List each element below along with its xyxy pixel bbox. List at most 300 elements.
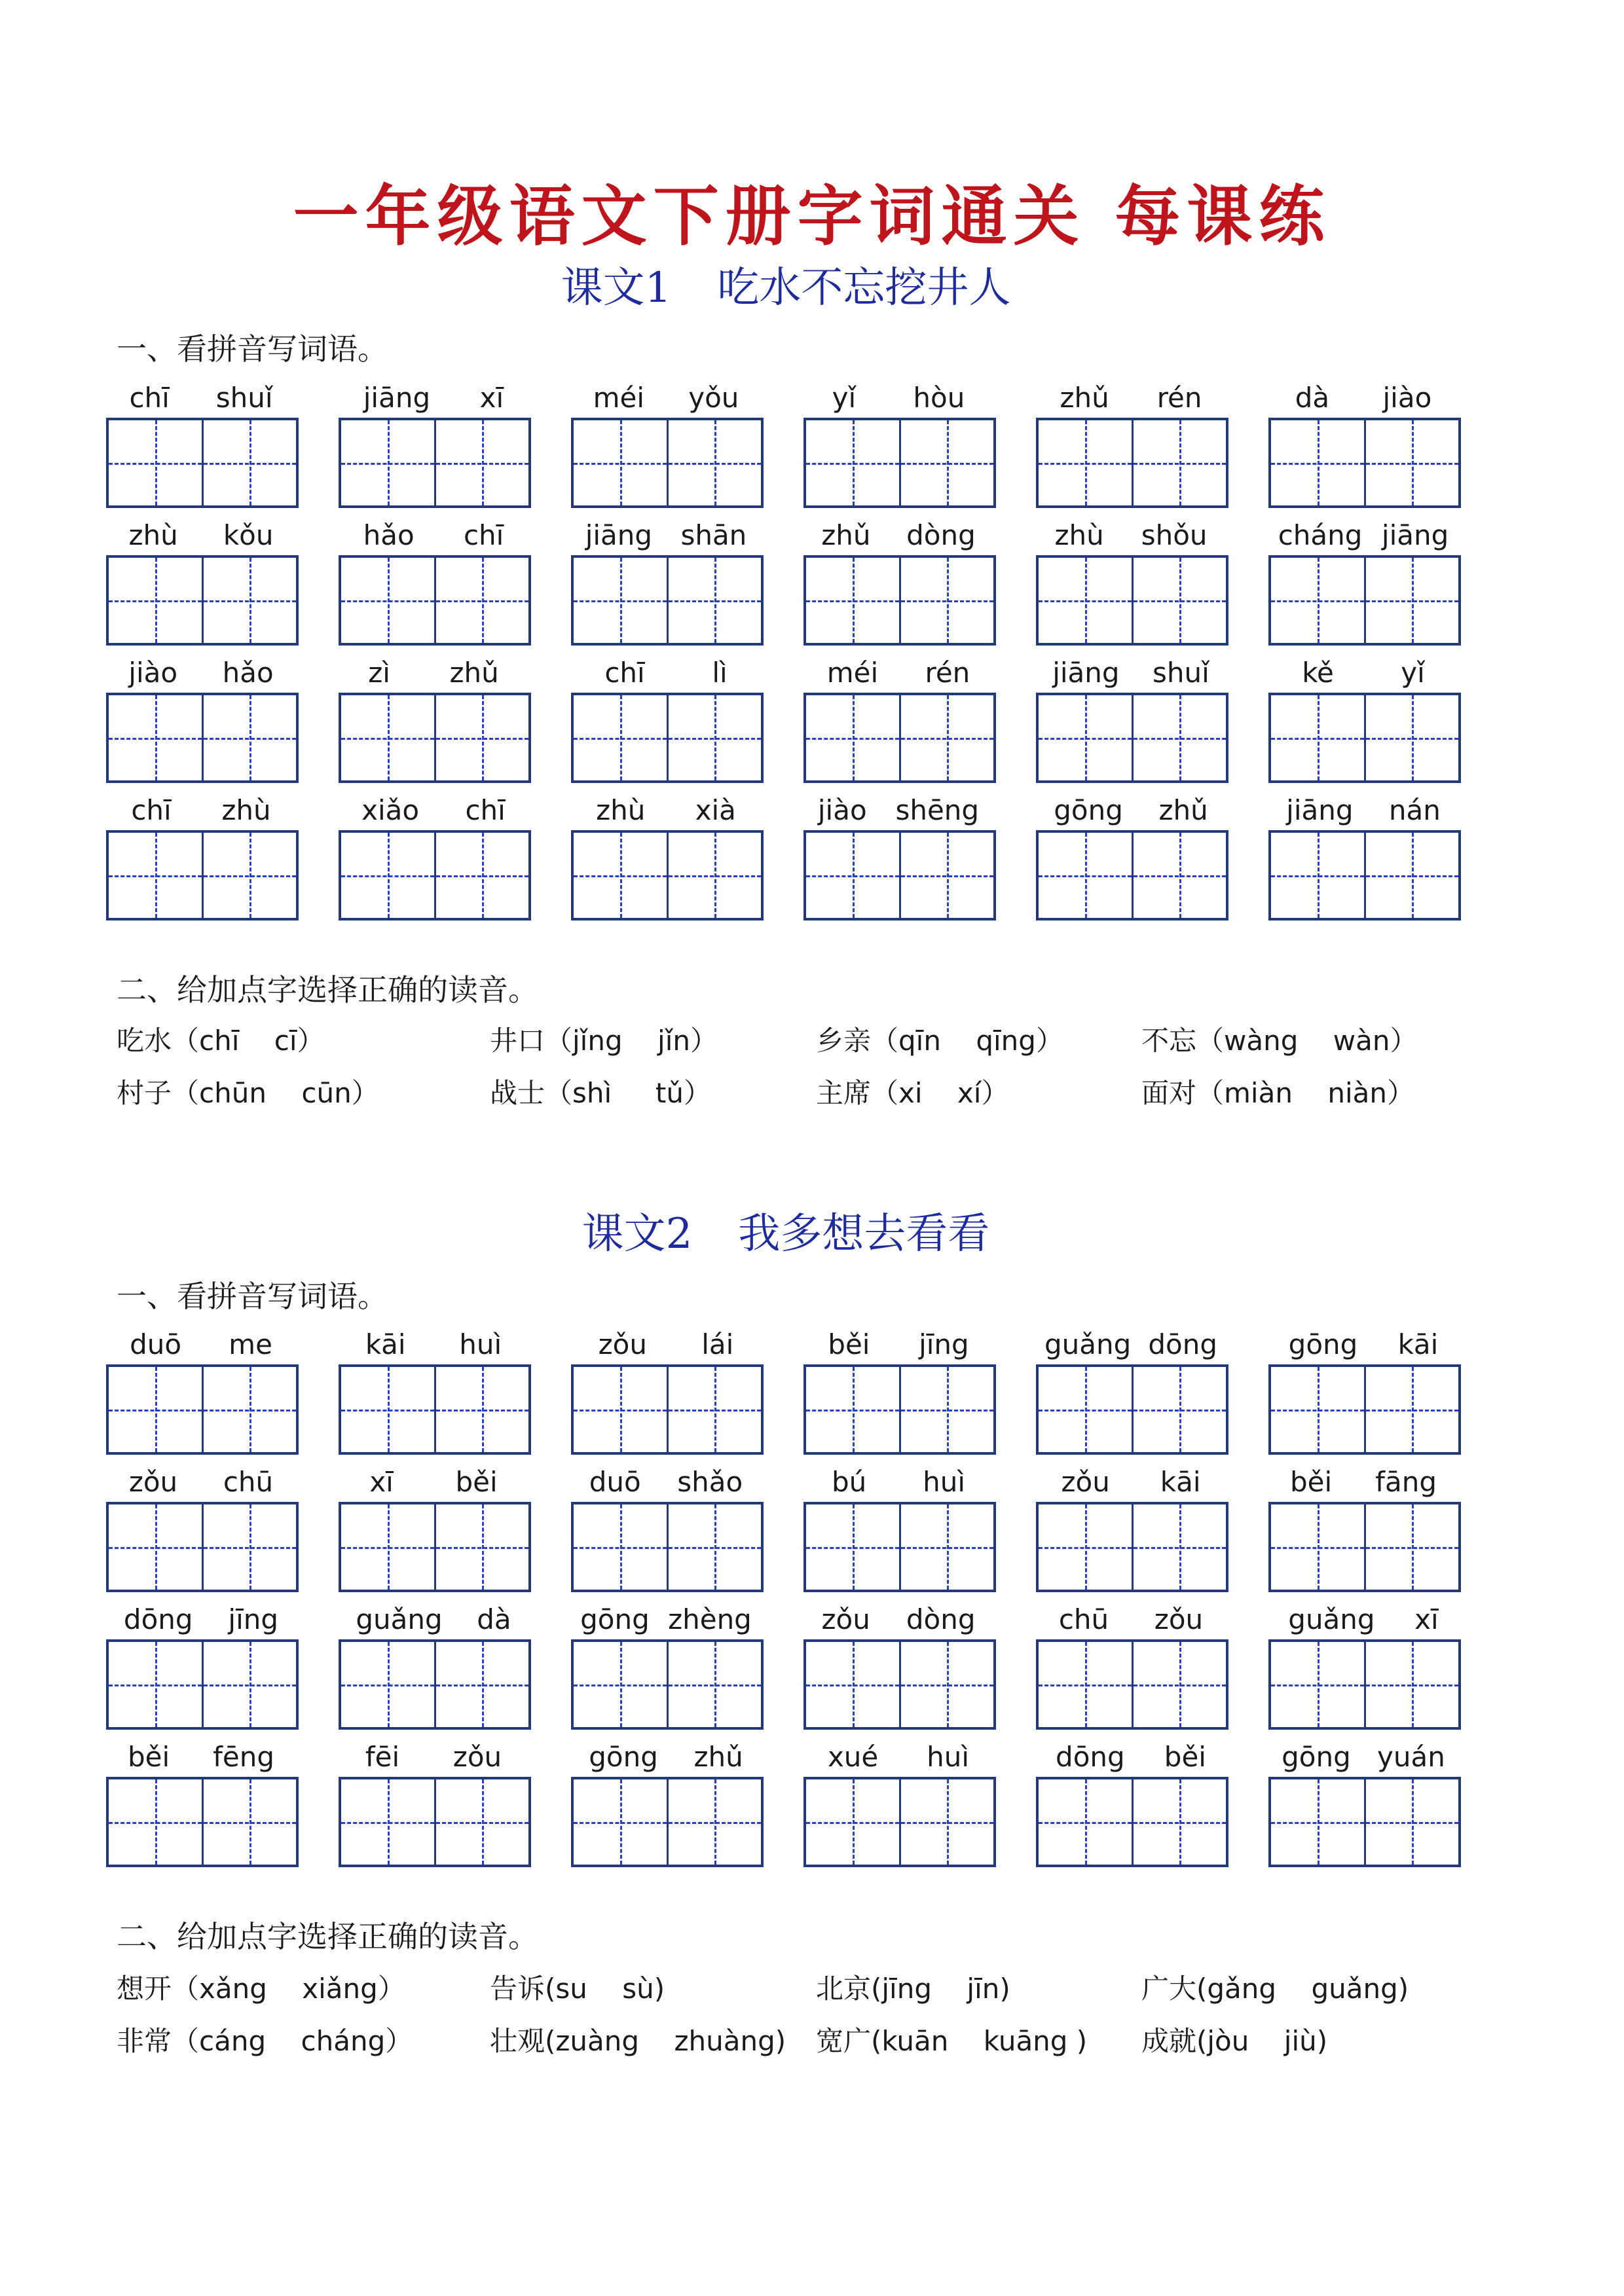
tianzige-cell bbox=[1364, 1504, 1459, 1590]
tianzige-box-pair bbox=[803, 693, 996, 783]
pinyin-syllable: dōng bbox=[1148, 1328, 1217, 1360]
pinyin-syllable: yǐ bbox=[1401, 657, 1425, 689]
tianzige-box-pair bbox=[803, 1639, 996, 1730]
tianzige-cell bbox=[1271, 1367, 1364, 1452]
pinyin-prompt bbox=[1036, 787, 1226, 826]
tianzige-box-pair bbox=[339, 1777, 531, 1867]
pinyin-syllable: méi bbox=[826, 657, 879, 689]
tianzige-cell bbox=[202, 1779, 297, 1865]
pronunciation-choice: 非常（cáng cháng） bbox=[117, 2025, 413, 2057]
lesson-2-name: 我多想去看看 bbox=[738, 1210, 990, 1258]
pinyin-prompt bbox=[1036, 512, 1226, 551]
tianzige-cell bbox=[1271, 1642, 1364, 1727]
tianzige-cell bbox=[109, 1642, 202, 1727]
pinyin-syllable: shuǐ bbox=[1152, 657, 1209, 689]
lesson-2-heading bbox=[0, 1205, 1572, 1264]
pinyin-syllable: gōng bbox=[1288, 1328, 1358, 1360]
tianzige-cell bbox=[574, 1779, 667, 1865]
tianzige-cell bbox=[1364, 695, 1459, 780]
tianzige-cell bbox=[1039, 558, 1132, 643]
tianzige-cell bbox=[341, 1504, 434, 1590]
pinyin-syllable: běi bbox=[1164, 1741, 1206, 1773]
pinyin-syllable: rén bbox=[1156, 382, 1202, 414]
pinyin-syllable: běi bbox=[455, 1466, 498, 1498]
tianzige-box-pair bbox=[803, 1502, 996, 1592]
worksheet-title: 一年级语文下册字词通关 每课练 bbox=[293, 177, 1331, 255]
lesson-1-section-2-label: 二、给加点字选择正确的读音。 bbox=[117, 972, 538, 1008]
pinyin-syllable: fēng bbox=[213, 1741, 274, 1773]
pinyin-syllable: jiāng bbox=[585, 519, 653, 551]
tianzige-cell bbox=[1271, 1504, 1364, 1590]
tianzige-box-pair bbox=[1036, 830, 1228, 920]
tianzige-box-pair bbox=[1036, 1639, 1228, 1730]
tianzige-cell bbox=[341, 558, 434, 643]
pronunciation-choice: 吃水（chī cī） bbox=[117, 1025, 325, 1057]
pinyin-prompt bbox=[803, 1321, 993, 1360]
tianzige-box-pair bbox=[1036, 1502, 1228, 1592]
tianzige-box-pair bbox=[106, 555, 299, 646]
pinyin-syllable: zhǔ bbox=[821, 519, 871, 551]
pinyin-syllable: zhù bbox=[1054, 519, 1104, 551]
tianzige-cell bbox=[574, 833, 667, 918]
tianzige-cell bbox=[806, 695, 899, 780]
pinyin-prompt bbox=[571, 374, 761, 414]
pinyin-prompt bbox=[803, 787, 993, 826]
tianzige-cell bbox=[202, 558, 297, 643]
pinyin-prompt bbox=[339, 1321, 528, 1360]
tianzige-box-pair bbox=[1268, 1639, 1461, 1730]
tianzige-cell bbox=[1364, 420, 1459, 505]
pinyin-syllable: jīng bbox=[919, 1328, 969, 1360]
tianzige-cell bbox=[109, 558, 202, 643]
pronunciation-choice: 告诉(su sù) bbox=[490, 1973, 665, 2005]
pinyin-syllable: méi bbox=[593, 382, 645, 414]
pinyin-syllable: huì bbox=[923, 1466, 966, 1498]
tianzige-cell bbox=[1132, 558, 1227, 643]
pinyin-prompt bbox=[1036, 1321, 1226, 1360]
pronunciation-choice: 村子（chūn cūn） bbox=[117, 1077, 379, 1109]
pronunciation-choice: 想开（xǎng xiǎng） bbox=[117, 1973, 405, 2005]
pinyin-prompt bbox=[339, 649, 528, 689]
pinyin-prompt bbox=[803, 1596, 993, 1635]
tianzige-cell bbox=[667, 1504, 762, 1590]
lesson-1-heading bbox=[0, 259, 1572, 318]
pinyin-syllable: yǐ bbox=[832, 382, 857, 414]
tianzige-cell bbox=[667, 420, 762, 505]
tianzige-box-pair bbox=[571, 1777, 764, 1867]
tianzige-cell bbox=[667, 1779, 762, 1865]
tianzige-cell bbox=[1039, 1367, 1132, 1452]
pinyin-syllable: dà bbox=[1295, 382, 1330, 414]
tianzige-cell bbox=[109, 1779, 202, 1865]
tianzige-box-pair bbox=[571, 693, 764, 783]
tianzige-cell bbox=[1271, 1779, 1364, 1865]
pinyin-syllable: nán bbox=[1388, 794, 1441, 826]
tianzige-cell bbox=[1271, 833, 1364, 918]
pinyin-prompt bbox=[106, 649, 296, 689]
pronunciation-choice: 井口（jǐng jǐn） bbox=[490, 1025, 718, 1057]
pinyin-syllable: cháng bbox=[1278, 519, 1363, 551]
tianzige-box-pair bbox=[106, 693, 299, 783]
tianzige-cell bbox=[806, 558, 899, 643]
pinyin-prompt bbox=[106, 1321, 296, 1360]
tianzige-cell bbox=[899, 1779, 994, 1865]
pinyin-syllable: lái bbox=[701, 1328, 734, 1360]
tianzige-box-pair bbox=[1036, 1364, 1228, 1455]
pinyin-syllable: zhǔ bbox=[1060, 382, 1109, 414]
tianzige-box-pair bbox=[339, 1639, 531, 1730]
pinyin-prompt bbox=[803, 512, 993, 551]
pinyin-syllable: fēi bbox=[365, 1741, 400, 1773]
pinyin-syllable: chū bbox=[223, 1466, 274, 1498]
tianzige-cell bbox=[1271, 695, 1364, 780]
tianzige-cell bbox=[806, 1504, 899, 1590]
pinyin-prompt bbox=[1268, 649, 1458, 689]
tianzige-box-pair bbox=[803, 418, 996, 508]
tianzige-cell bbox=[1132, 833, 1227, 918]
pinyin-syllable: běi bbox=[828, 1328, 870, 1360]
pinyin-prompt bbox=[106, 787, 296, 826]
pinyin-syllable: shuǐ bbox=[215, 382, 273, 414]
pinyin-syllable: jiào bbox=[817, 794, 867, 826]
tianzige-box-pair bbox=[571, 555, 764, 646]
pronunciation-choice: 乡亲（qīn qīng） bbox=[816, 1025, 1063, 1057]
tianzige-box-pair bbox=[339, 830, 531, 920]
pinyin-syllable: duō bbox=[589, 1466, 641, 1498]
pinyin-prompt bbox=[1268, 1596, 1458, 1635]
pinyin-prompt bbox=[106, 512, 296, 551]
tianzige-box-pair bbox=[1036, 1777, 1228, 1867]
pinyin-syllable: huì bbox=[927, 1741, 970, 1773]
tianzige-cell bbox=[434, 558, 529, 643]
tianzige-cell bbox=[667, 695, 762, 780]
pinyin-syllable: shǒu bbox=[1141, 519, 1208, 551]
pinyin-syllable: jiào bbox=[1382, 382, 1432, 414]
tianzige-cell bbox=[341, 695, 434, 780]
pinyin-syllable: chī bbox=[129, 382, 170, 414]
tianzige-cell bbox=[434, 1779, 529, 1865]
pinyin-syllable: huì bbox=[459, 1328, 502, 1360]
lesson-2-section-1-label: 一、看拼音写词语。 bbox=[117, 1279, 388, 1314]
pronunciation-choice: 主席（xi xí） bbox=[816, 1077, 1009, 1109]
pinyin-prompt bbox=[803, 1734, 993, 1773]
tianzige-cell bbox=[574, 695, 667, 780]
pinyin-syllable: zì bbox=[368, 657, 390, 689]
pinyin-prompt bbox=[571, 1321, 761, 1360]
tianzige-cell bbox=[1364, 833, 1459, 918]
tianzige-box-pair bbox=[803, 555, 996, 646]
tianzige-box-pair bbox=[1268, 418, 1461, 508]
pinyin-syllable: zǒu bbox=[598, 1328, 647, 1360]
tianzige-cell bbox=[109, 833, 202, 918]
tianzige-cell bbox=[202, 420, 297, 505]
pronunciation-choice: 广大(gǎng guǎng) bbox=[1141, 1973, 1409, 2005]
tianzige-box-pair bbox=[1268, 693, 1461, 783]
tianzige-cell bbox=[341, 420, 434, 505]
tianzige-cell bbox=[434, 1642, 529, 1727]
tianzige-cell bbox=[434, 833, 529, 918]
pinyin-syllable: duō bbox=[130, 1328, 182, 1360]
tianzige-cell bbox=[899, 695, 994, 780]
pinyin-syllable: zhù bbox=[128, 519, 178, 551]
tianzige-cell bbox=[574, 1504, 667, 1590]
pinyin-syllable: guǎng bbox=[1044, 1328, 1132, 1360]
tianzige-box-pair bbox=[1036, 418, 1228, 508]
pinyin-syllable: fāng bbox=[1375, 1466, 1437, 1498]
pinyin-syllable: hǎo bbox=[222, 657, 274, 689]
pinyin-syllable: dōng bbox=[123, 1603, 193, 1635]
pinyin-syllable: shǎo bbox=[677, 1466, 743, 1498]
pinyin-prompt bbox=[803, 1459, 993, 1498]
tianzige-box-pair bbox=[339, 693, 531, 783]
pinyin-syllable: xué bbox=[827, 1741, 879, 1773]
tianzige-box-pair bbox=[339, 1502, 531, 1592]
pinyin-prompt bbox=[803, 649, 993, 689]
pinyin-syllable: zhù bbox=[221, 794, 271, 826]
tianzige-cell bbox=[1039, 420, 1132, 505]
tianzige-cell bbox=[341, 1642, 434, 1727]
pinyin-syllable: hòu bbox=[913, 382, 965, 414]
tianzige-cell bbox=[667, 833, 762, 918]
pinyin-prompt bbox=[571, 1459, 761, 1498]
pinyin-prompt bbox=[1268, 1734, 1458, 1773]
tianzige-cell bbox=[1039, 1779, 1132, 1865]
pinyin-prompt bbox=[339, 787, 528, 826]
tianzige-cell bbox=[1364, 1367, 1459, 1452]
tianzige-cell bbox=[1364, 1779, 1459, 1865]
tianzige-box-pair bbox=[106, 1639, 299, 1730]
tianzige-box-pair bbox=[803, 830, 996, 920]
tianzige-cell bbox=[667, 558, 762, 643]
tianzige-cell bbox=[109, 695, 202, 780]
tianzige-cell bbox=[341, 1367, 434, 1452]
tianzige-cell bbox=[202, 1367, 297, 1452]
pinyin-syllable: hǎo bbox=[363, 519, 415, 551]
pinyin-syllable: chī bbox=[131, 794, 172, 826]
tianzige-cell bbox=[899, 558, 994, 643]
pinyin-syllable: zhǔ bbox=[693, 1741, 743, 1773]
tianzige-cell bbox=[899, 420, 994, 505]
tianzige-box-pair bbox=[106, 1364, 299, 1455]
tianzige-cell bbox=[899, 833, 994, 918]
pinyin-syllable: guǎng bbox=[1288, 1603, 1375, 1635]
tianzige-cell bbox=[434, 695, 529, 780]
tianzige-box-pair bbox=[106, 1777, 299, 1867]
tianzige-box-pair bbox=[1268, 1502, 1461, 1592]
pinyin-syllable: bú bbox=[831, 1466, 867, 1498]
pinyin-syllable: zǒu bbox=[821, 1603, 870, 1635]
pinyin-syllable: rén bbox=[925, 657, 970, 689]
lesson-1-name: 吃水不忘挖井人 bbox=[717, 264, 1011, 312]
tianzige-box-pair bbox=[106, 1502, 299, 1592]
pinyin-prompt bbox=[571, 787, 761, 826]
pinyin-prompt bbox=[571, 512, 761, 551]
pinyin-syllable: zhù bbox=[596, 794, 646, 826]
pronunciation-choice: 不忘（wàng wàn） bbox=[1141, 1025, 1418, 1057]
tianzige-cell bbox=[202, 1642, 297, 1727]
tianzige-cell bbox=[574, 1642, 667, 1727]
tianzige-box-pair bbox=[571, 830, 764, 920]
pinyin-syllable: gōng bbox=[589, 1741, 658, 1773]
tianzige-box-pair bbox=[1268, 1364, 1461, 1455]
tianzige-cell bbox=[1132, 420, 1227, 505]
pinyin-prompt bbox=[1036, 374, 1226, 414]
pinyin-prompt bbox=[1268, 512, 1458, 551]
tianzige-cell bbox=[434, 1367, 529, 1452]
tianzige-cell bbox=[1039, 1642, 1132, 1727]
tianzige-cell bbox=[202, 1504, 297, 1590]
tianzige-cell bbox=[202, 833, 297, 918]
tianzige-box-pair bbox=[1268, 555, 1461, 646]
pinyin-syllable: xī bbox=[1414, 1603, 1439, 1635]
pinyin-syllable: lì bbox=[712, 657, 728, 689]
tianzige-cell bbox=[1039, 695, 1132, 780]
pinyin-prompt bbox=[106, 1734, 296, 1773]
pinyin-syllable: chū bbox=[1058, 1603, 1109, 1635]
pinyin-syllable: xià bbox=[695, 794, 736, 826]
tianzige-cell bbox=[1271, 420, 1364, 505]
tianzige-box-pair bbox=[339, 1364, 531, 1455]
pinyin-syllable: zǒu bbox=[128, 1466, 178, 1498]
pinyin-prompt bbox=[571, 1596, 761, 1635]
pinyin-prompt bbox=[1268, 1321, 1458, 1360]
pinyin-syllable: chī bbox=[463, 519, 504, 551]
tianzige-cell bbox=[1271, 558, 1364, 643]
pinyin-syllable: zǒu bbox=[452, 1741, 502, 1773]
pinyin-prompt bbox=[803, 374, 993, 414]
tianzige-cell bbox=[899, 1504, 994, 1590]
tianzige-cell bbox=[434, 1504, 529, 1590]
pinyin-syllable: jiào bbox=[128, 657, 178, 689]
lesson-1-section-1-label: 一、看拼音写词语。 bbox=[117, 331, 388, 367]
pinyin-syllable: zǒu bbox=[1154, 1603, 1204, 1635]
pinyin-syllable: běi bbox=[127, 1741, 170, 1773]
tianzige-cell bbox=[667, 1367, 762, 1452]
pinyin-syllable: xiǎo bbox=[361, 794, 420, 826]
tianzige-cell bbox=[1132, 1779, 1227, 1865]
pinyin-syllable: shān bbox=[680, 519, 747, 551]
pinyin-syllable: jiāng bbox=[363, 382, 431, 414]
pinyin-prompt bbox=[106, 1459, 296, 1498]
tianzige-cell bbox=[434, 420, 529, 505]
pinyin-prompt bbox=[339, 1596, 528, 1635]
tianzige-cell bbox=[1039, 833, 1132, 918]
pinyin-syllable: kāi bbox=[365, 1328, 406, 1360]
tianzige-box-pair bbox=[571, 418, 764, 508]
pinyin-syllable: gōng bbox=[580, 1603, 650, 1635]
pinyin-prompt bbox=[339, 374, 528, 414]
tianzige-box-pair bbox=[106, 830, 299, 920]
pinyin-prompt bbox=[1268, 1459, 1458, 1498]
pinyin-syllable: xī bbox=[369, 1466, 394, 1498]
pinyin-syllable: yuán bbox=[1377, 1741, 1445, 1773]
tianzige-cell bbox=[574, 420, 667, 505]
pinyin-prompt bbox=[1036, 1459, 1226, 1498]
pinyin-prompt bbox=[106, 1596, 296, 1635]
tianzige-cell bbox=[341, 1779, 434, 1865]
tianzige-cell bbox=[109, 420, 202, 505]
pinyin-syllable: zhèng bbox=[668, 1603, 752, 1635]
tianzige-cell bbox=[899, 1367, 994, 1452]
tianzige-box-pair bbox=[803, 1777, 996, 1867]
pronunciation-choice: 战士（shì tǔ） bbox=[490, 1077, 712, 1109]
tianzige-cell bbox=[899, 1642, 994, 1727]
pinyin-syllable: jiāng bbox=[1286, 794, 1354, 826]
pinyin-syllable: dōng bbox=[1056, 1741, 1125, 1773]
tianzige-cell bbox=[806, 1642, 899, 1727]
pinyin-prompt bbox=[1036, 1596, 1226, 1635]
tianzige-box-pair bbox=[339, 418, 531, 508]
pronunciation-choice: 北京(jīng jīn) bbox=[816, 1973, 1010, 2005]
pinyin-syllable: guǎng bbox=[356, 1603, 443, 1635]
pinyin-prompt bbox=[106, 374, 296, 414]
tianzige-cell bbox=[109, 1367, 202, 1452]
tianzige-box-pair bbox=[1036, 555, 1228, 646]
tianzige-box-pair bbox=[803, 1364, 996, 1455]
pinyin-syllable: kāi bbox=[1397, 1328, 1439, 1360]
tianzige-cell bbox=[806, 1367, 899, 1452]
pronunciation-choice: 壮观(zuàng zhuàng) bbox=[490, 2025, 786, 2057]
tianzige-box-pair bbox=[1036, 693, 1228, 783]
pinyin-prompt bbox=[571, 649, 761, 689]
tianzige-cell bbox=[341, 833, 434, 918]
pinyin-syllable: zhǔ bbox=[449, 657, 499, 689]
pinyin-syllable: zǒu bbox=[1061, 1466, 1110, 1498]
pronunciation-choice: 面对（miàn niàn） bbox=[1141, 1077, 1414, 1109]
pinyin-prompt bbox=[1036, 649, 1226, 689]
pinyin-prompt bbox=[339, 512, 528, 551]
pinyin-syllable: dòng bbox=[906, 1603, 976, 1635]
pinyin-prompt bbox=[1268, 787, 1458, 826]
tianzige-cell bbox=[1132, 695, 1227, 780]
pinyin-prompt bbox=[1268, 374, 1458, 414]
pinyin-syllable: chī bbox=[604, 657, 645, 689]
lesson-2-section-2-label: 二、给加点字选择正确的读音。 bbox=[117, 1919, 538, 1954]
tianzige-cell bbox=[1039, 1504, 1132, 1590]
tianzige-box-pair bbox=[106, 418, 299, 508]
pinyin-syllable: kǒu bbox=[223, 519, 274, 551]
pinyin-syllable: zhǔ bbox=[1158, 794, 1208, 826]
pinyin-syllable: jiāng bbox=[1381, 519, 1449, 551]
pinyin-syllable: kāi bbox=[1160, 1466, 1201, 1498]
tianzige-cell bbox=[667, 1642, 762, 1727]
tianzige-cell bbox=[1132, 1367, 1227, 1452]
pinyin-syllable: shēng bbox=[895, 794, 980, 826]
tianzige-cell bbox=[1364, 1642, 1459, 1727]
pinyin-syllable: yǒu bbox=[688, 382, 739, 414]
tianzige-box-pair bbox=[571, 1502, 764, 1592]
tianzige-cell bbox=[574, 1367, 667, 1452]
pinyin-syllable: dòng bbox=[906, 519, 976, 551]
pinyin-syllable: jiāng bbox=[1052, 657, 1120, 689]
tianzige-cell bbox=[1364, 558, 1459, 643]
pinyin-prompt bbox=[339, 1459, 528, 1498]
tianzige-box-pair bbox=[339, 555, 531, 646]
tianzige-cell bbox=[806, 833, 899, 918]
pinyin-prompt bbox=[1036, 1734, 1226, 1773]
pinyin-syllable: dà bbox=[477, 1603, 511, 1635]
pinyin-syllable: gōng bbox=[1282, 1741, 1351, 1773]
tianzige-cell bbox=[806, 420, 899, 505]
tianzige-cell bbox=[202, 695, 297, 780]
lesson-2-number: 课文2 bbox=[581, 1210, 693, 1258]
tianzige-cell bbox=[109, 1504, 202, 1590]
tianzige-box-pair bbox=[1268, 1777, 1461, 1867]
pinyin-syllable: kě bbox=[1302, 657, 1334, 689]
tianzige-cell bbox=[1132, 1642, 1227, 1727]
pinyin-syllable: chī bbox=[465, 794, 506, 826]
tianzige-cell bbox=[574, 558, 667, 643]
